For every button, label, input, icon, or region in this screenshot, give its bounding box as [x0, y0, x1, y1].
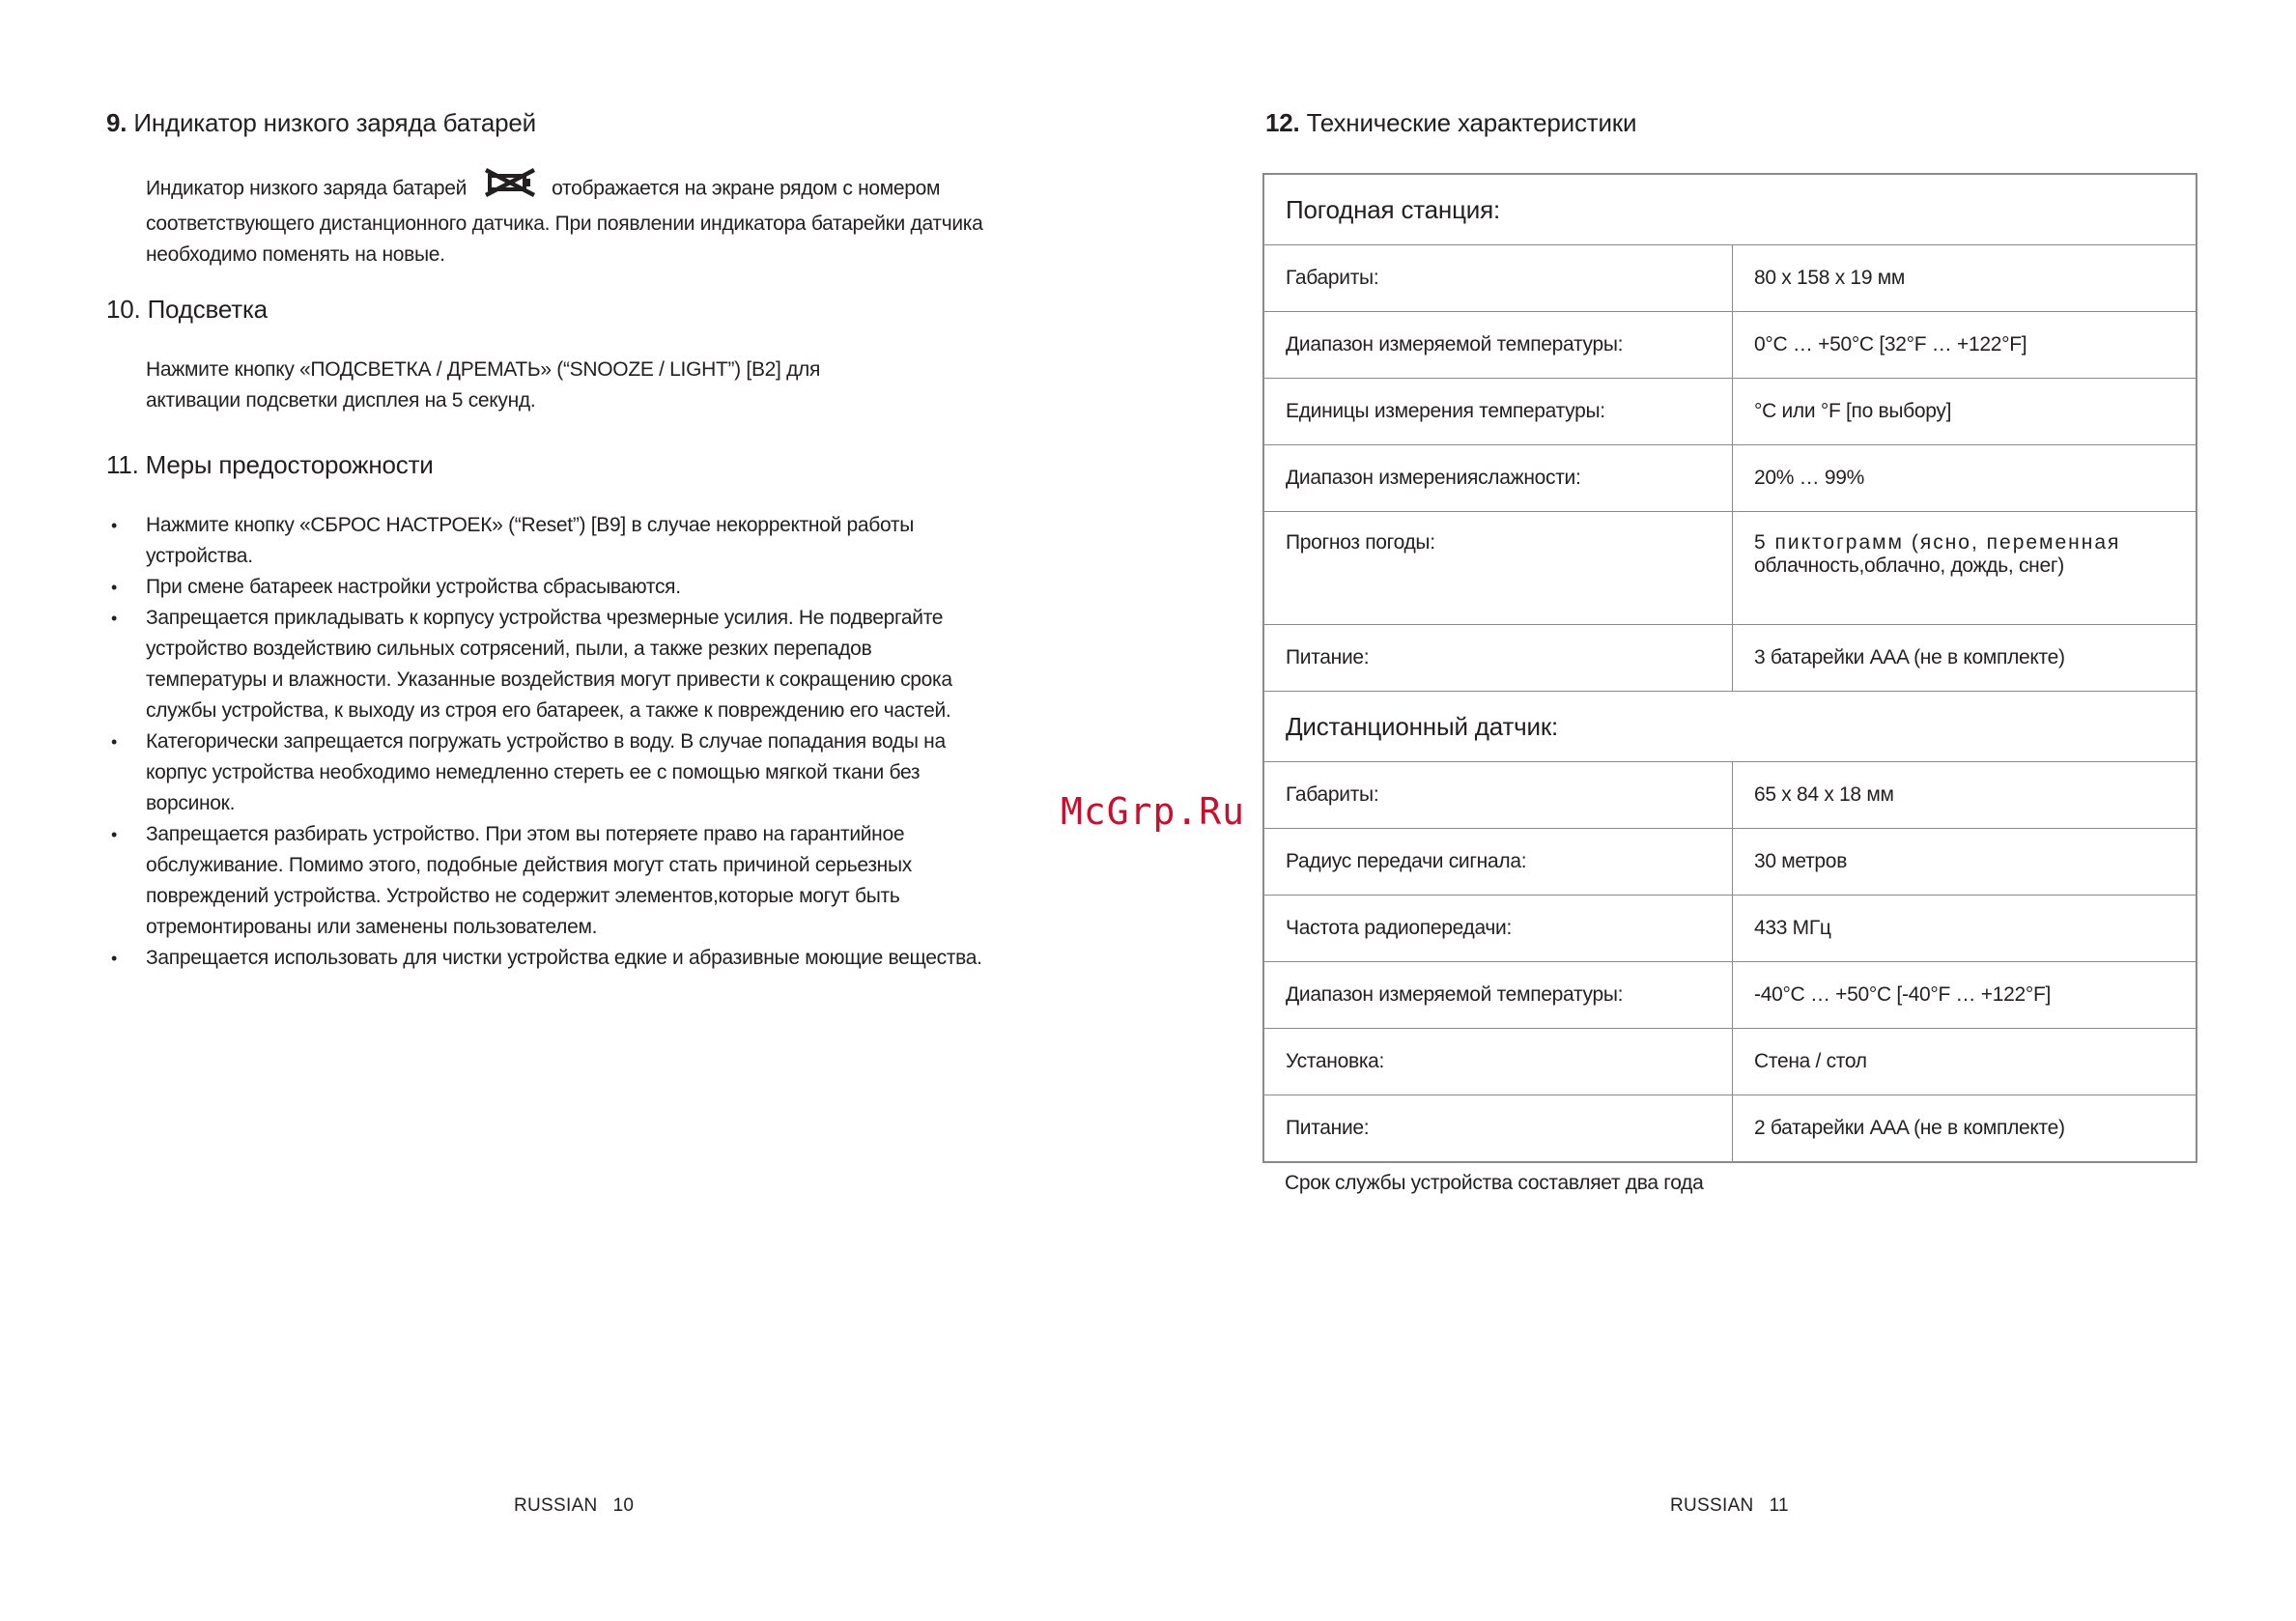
table-row: [1263, 445, 2197, 512]
page-footer-left: [514, 1495, 634, 1517]
spec-value: 20% … 99%: [1733, 445, 2197, 512]
list-item: • Нажмите кнопку «СБРОС НАСТРОЕК» (“Reset”) [B9] в случае некорректной работы устройства.: [111, 510, 990, 572]
spec-label: Габариты:: [1263, 245, 1733, 312]
table-row: [1263, 312, 2197, 379]
list-item: • Запрещается использовать для чистки устройства едкие и абразивные моющие вещества.: [111, 943, 990, 974]
list-item: • Запрещается разбирать устройство. При этом вы потеряете право на гарантийное обслуживание. Помимо этого, подобные действия могут стать причиной серьезных повреждений устройства. Устройство не содержит элементов,которые могут быть отремонтированы или заменены пользователем.: [111, 819, 990, 943]
section-11-title: 11. Меры предосторожности: [106, 450, 434, 479]
spec-label: Диапазон измеряемой температуры:: [1263, 312, 1733, 379]
spec-label: Питание:: [1263, 625, 1733, 692]
table-row: [1263, 625, 2197, 692]
spec-value: 80 х 158 х 19 мм: [1733, 245, 2197, 312]
section-9-title-text: Индикатор низкого заряда батарей: [133, 108, 536, 137]
table-row: [1263, 896, 2197, 962]
service-life-note: Срок службы устройства составляет два года: [1285, 1172, 1704, 1194]
section-9-text-before-icon: Индикатор низкого заряда батарей: [146, 177, 468, 200]
table-row: [1263, 1029, 2197, 1095]
specs-table: [1262, 173, 2197, 1163]
spec-value: 30 метров: [1733, 829, 2197, 896]
table-row: [1263, 762, 2197, 829]
spec-value: -40°C … +50°C [-40°F … +122°F]: [1733, 962, 2197, 1029]
spec-value: 433 МГц: [1733, 896, 2197, 962]
sensor-heading: Дистанционный датчик:: [1263, 692, 2197, 762]
spec-label: Диапазон измеряемой температуры:: [1263, 962, 1733, 1029]
section-10-title: 10. Подсветка: [106, 295, 268, 324]
spec-value: 0°C … +50°C [32°F … +122°F]: [1733, 312, 2197, 379]
section-9-title: [106, 108, 536, 138]
table-row: [1263, 1095, 2197, 1163]
list-item: • Категорически запрещается погружать устройство в воду. В случае попадания воды на корпус устройства необходимо немедленно стереть ее с помощью мягкой ткани без ворсинок.: [111, 726, 990, 819]
table-row: [1263, 512, 2197, 625]
spec-label: Прогноз погоды:: [1263, 512, 1733, 625]
spec-value-line-2: облачность,облачно, дождь, снег): [1754, 555, 2064, 577]
table-row: [1263, 245, 2197, 312]
spec-label: Установка:: [1263, 1029, 1733, 1095]
spec-value-line-1: 5 пиктограмм (ясно, переменная: [1754, 531, 2121, 554]
spec-value: [1733, 512, 2197, 625]
spec-label: Единицы измерения температуры:: [1263, 379, 1733, 445]
list-item: • Запрещается прикладывать к корпусу устройства чрезмерные усилия. Не подвергайте устройство воздействию сильных сотрясений, пыли, а также резких перепадов температуры и влажности. Указанные воздействия могут привести к сокращению срока службы устройства, к выходу из строя его батареек, а также к повреждению его частей.: [111, 603, 990, 726]
spec-value: 65 х 84 х 18 мм: [1733, 762, 2197, 829]
precautions-list: [111, 510, 990, 974]
page-number: 11: [1769, 1495, 1789, 1516]
table-row: [1263, 379, 2197, 445]
right-page: [1148, 0, 2296, 1621]
spec-label: Габариты:: [1263, 762, 1733, 829]
section-12-number: 12.: [1265, 108, 1300, 137]
station-heading: Погодная станция:: [1263, 174, 2197, 245]
spec-label: Частота радиопередачи:: [1263, 896, 1733, 962]
low-battery-icon: [484, 168, 538, 207]
page-number: 10: [612, 1495, 635, 1516]
table-group-header: [1263, 692, 2197, 762]
section-9-text: [146, 170, 986, 270]
section-9-text-after-icon: отображается на экране рядом с номером соответствующего дистанционного датчика. При появлении индикатора батарейки датчика необходимо поменять на новые.: [146, 177, 983, 266]
section-10-text: Нажмите кнопку «ПОДСВЕТКА / ДРЕМАТЬ» (“SNOOZE / LIGHT”) [B2] для активации подсветки дисплея на 5 секунд.: [146, 358, 821, 412]
footer-language: RUSSIAN: [1670, 1495, 1754, 1516]
spec-label: Диапазон измеренияслажности:: [1263, 445, 1733, 512]
list-item: • При смене батареек настройки устройства сбрасываются.: [111, 572, 990, 603]
watermark-text: McGrp.Ru: [1061, 790, 1246, 833]
spec-label: Питание:: [1263, 1095, 1733, 1163]
table-row: [1263, 962, 2197, 1029]
spec-label: Радиус передачи сигнала:: [1263, 829, 1733, 896]
table-row: [1263, 829, 2197, 896]
footer-language: RUSSIAN: [514, 1495, 598, 1516]
section-9-number: 9.: [106, 108, 128, 137]
section-12-title-text: Технические характеристики: [1306, 108, 1637, 137]
spec-value: 2 батарейки AAA (не в комплекте): [1733, 1095, 2197, 1163]
page-footer-right: [1670, 1495, 1789, 1517]
section-12-title: [1265, 108, 1636, 138]
spec-value: Стена / стол: [1733, 1029, 2197, 1095]
spec-value: °C или °F [по выбору]: [1733, 379, 2197, 445]
spec-value: 3 батарейки AAA (не в комплекте): [1733, 625, 2197, 692]
table-group-header: [1263, 174, 2197, 245]
